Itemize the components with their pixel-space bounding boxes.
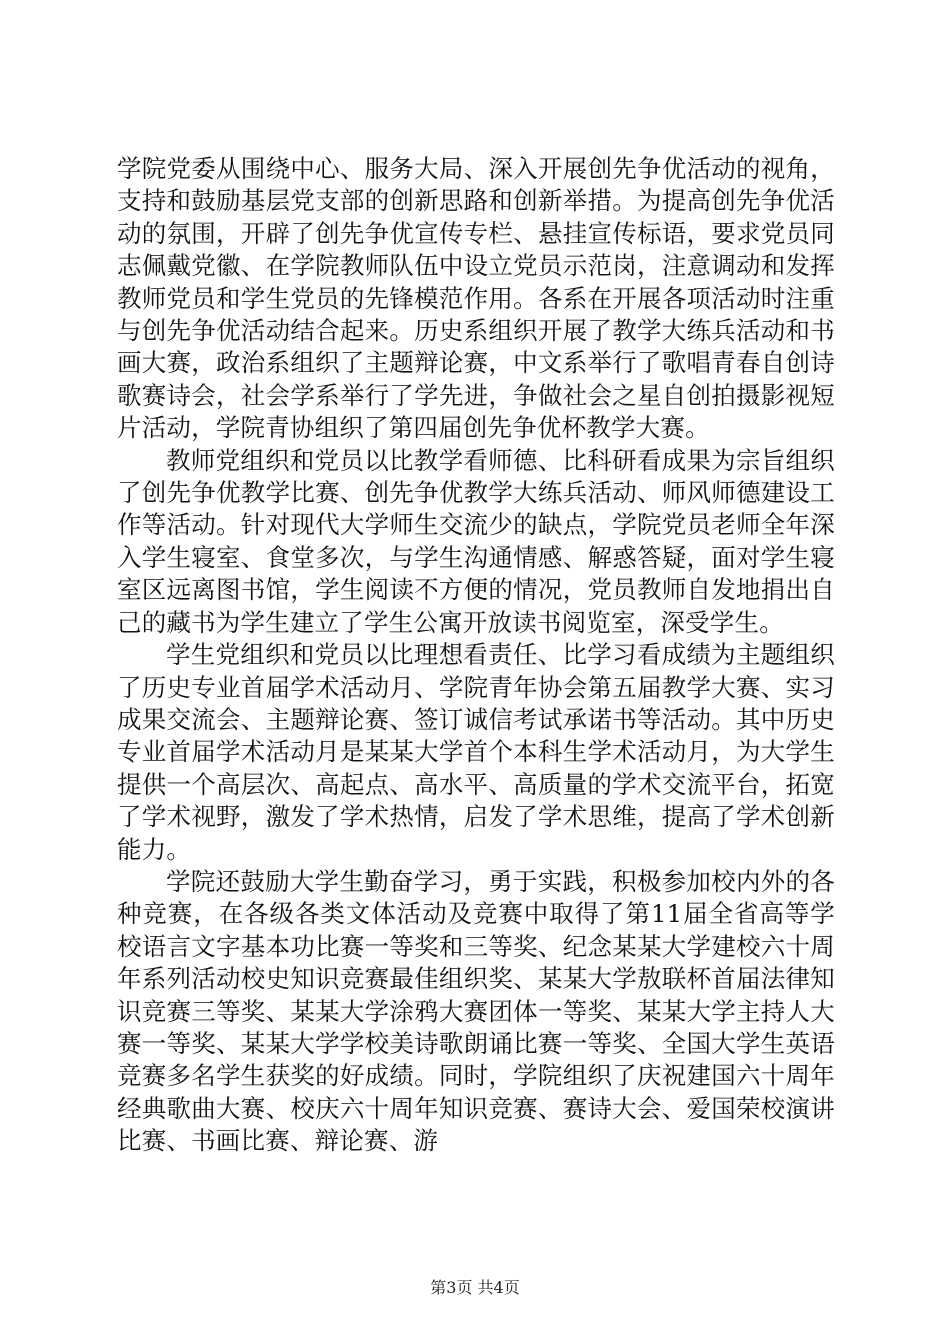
- document-body: [117, 153, 835, 1158]
- paragraph-teacher-party: 教师党组织和党员以比教学看师德、比科研看成果为宗旨组织了创先争优教学比赛、创先争优教学大练兵活动、师风师德建设工作等活动。针对现代大学师生交流少的缺点，学院党员老师全年深入学生寝室、食堂多次，与学生沟通情感、解惑答疑，面对学生寝室区远离图书馆，学生阅读不方便的情况，党员教师自发地捐出自己的藏书为学生建立了学生公寓开放读书阅览室，深受学生。: [117, 445, 835, 637]
- paragraph-party-committee: 学院党委从围绕中心、服务大局、深入开展创先争优活动的视角，支持和鼓励基层党支部的创新思路和创新举措。为提高创先争优活动的氛围，开辟了创先争优宣传专栏、悬挂宣传标语，要求党员同志佩戴党徽、在学院教师队伍中设立党员示范岗，注意调动和发挥教师党员和学生党员的先锋模范作用。各系在开展各项活动时注重与创先争优活动结合起来。历史系组织开展了教学大练兵活动和书画大赛，政治系组织了主题辩论赛，中文系举行了歌唱青春自创诗歌赛诗会，社会学系举行了学先进，争做社会之星自创拍摄影视短片活动，学院青协组织了第四届创先争优杯教学大赛。: [117, 154, 835, 443]
- page-number-footer: 第3页 共4页: [430, 1278, 520, 1297]
- paragraph-student-party: 学生党组织和党员以比理想看责任、比学习看成绩为主题组织了历史专业首届学术活动月、学院青年协会第五届教学大赛、实习成果交流会、主题辩论赛、签订诚信考试承诺书等活动。其中历史专业首届学术活动月是某某大学首个本科生学术活动月，为大学生提供一个高层次、高起点、高水平、高质量的学术交流平台，拓宽了学术视野，激发了学术热情，启发了学术思维，提高了学术创新能力。: [117, 640, 835, 864]
- paragraph-competitions: 学院还鼓励大学生勤奋学习，勇于实践，积极参加校内外的各种竞赛，在各级各类文体活动及竞赛中取得了第11届全省高等学校语言文字基本功比赛一等奖和三等奖、纪念某某大学建校六十周年系列活动校史知识竞赛最佳组织奖、某某大学敖联杯首届法律知识竞赛三等奖、某某大学涂鸦大赛团体一等奖、某某大学主持人大赛一等奖、某某大学学校美诗歌朗诵比赛一等奖、全国大学生英语竞赛多名学生获奖的好成绩。同时，学院组织了庆祝建国六十周年经典歌曲大赛、校庆六十周年知识竞赛、赛诗大会、爱国荣校演讲比赛、书画比赛、辩论赛、游: [117, 866, 835, 1156]
